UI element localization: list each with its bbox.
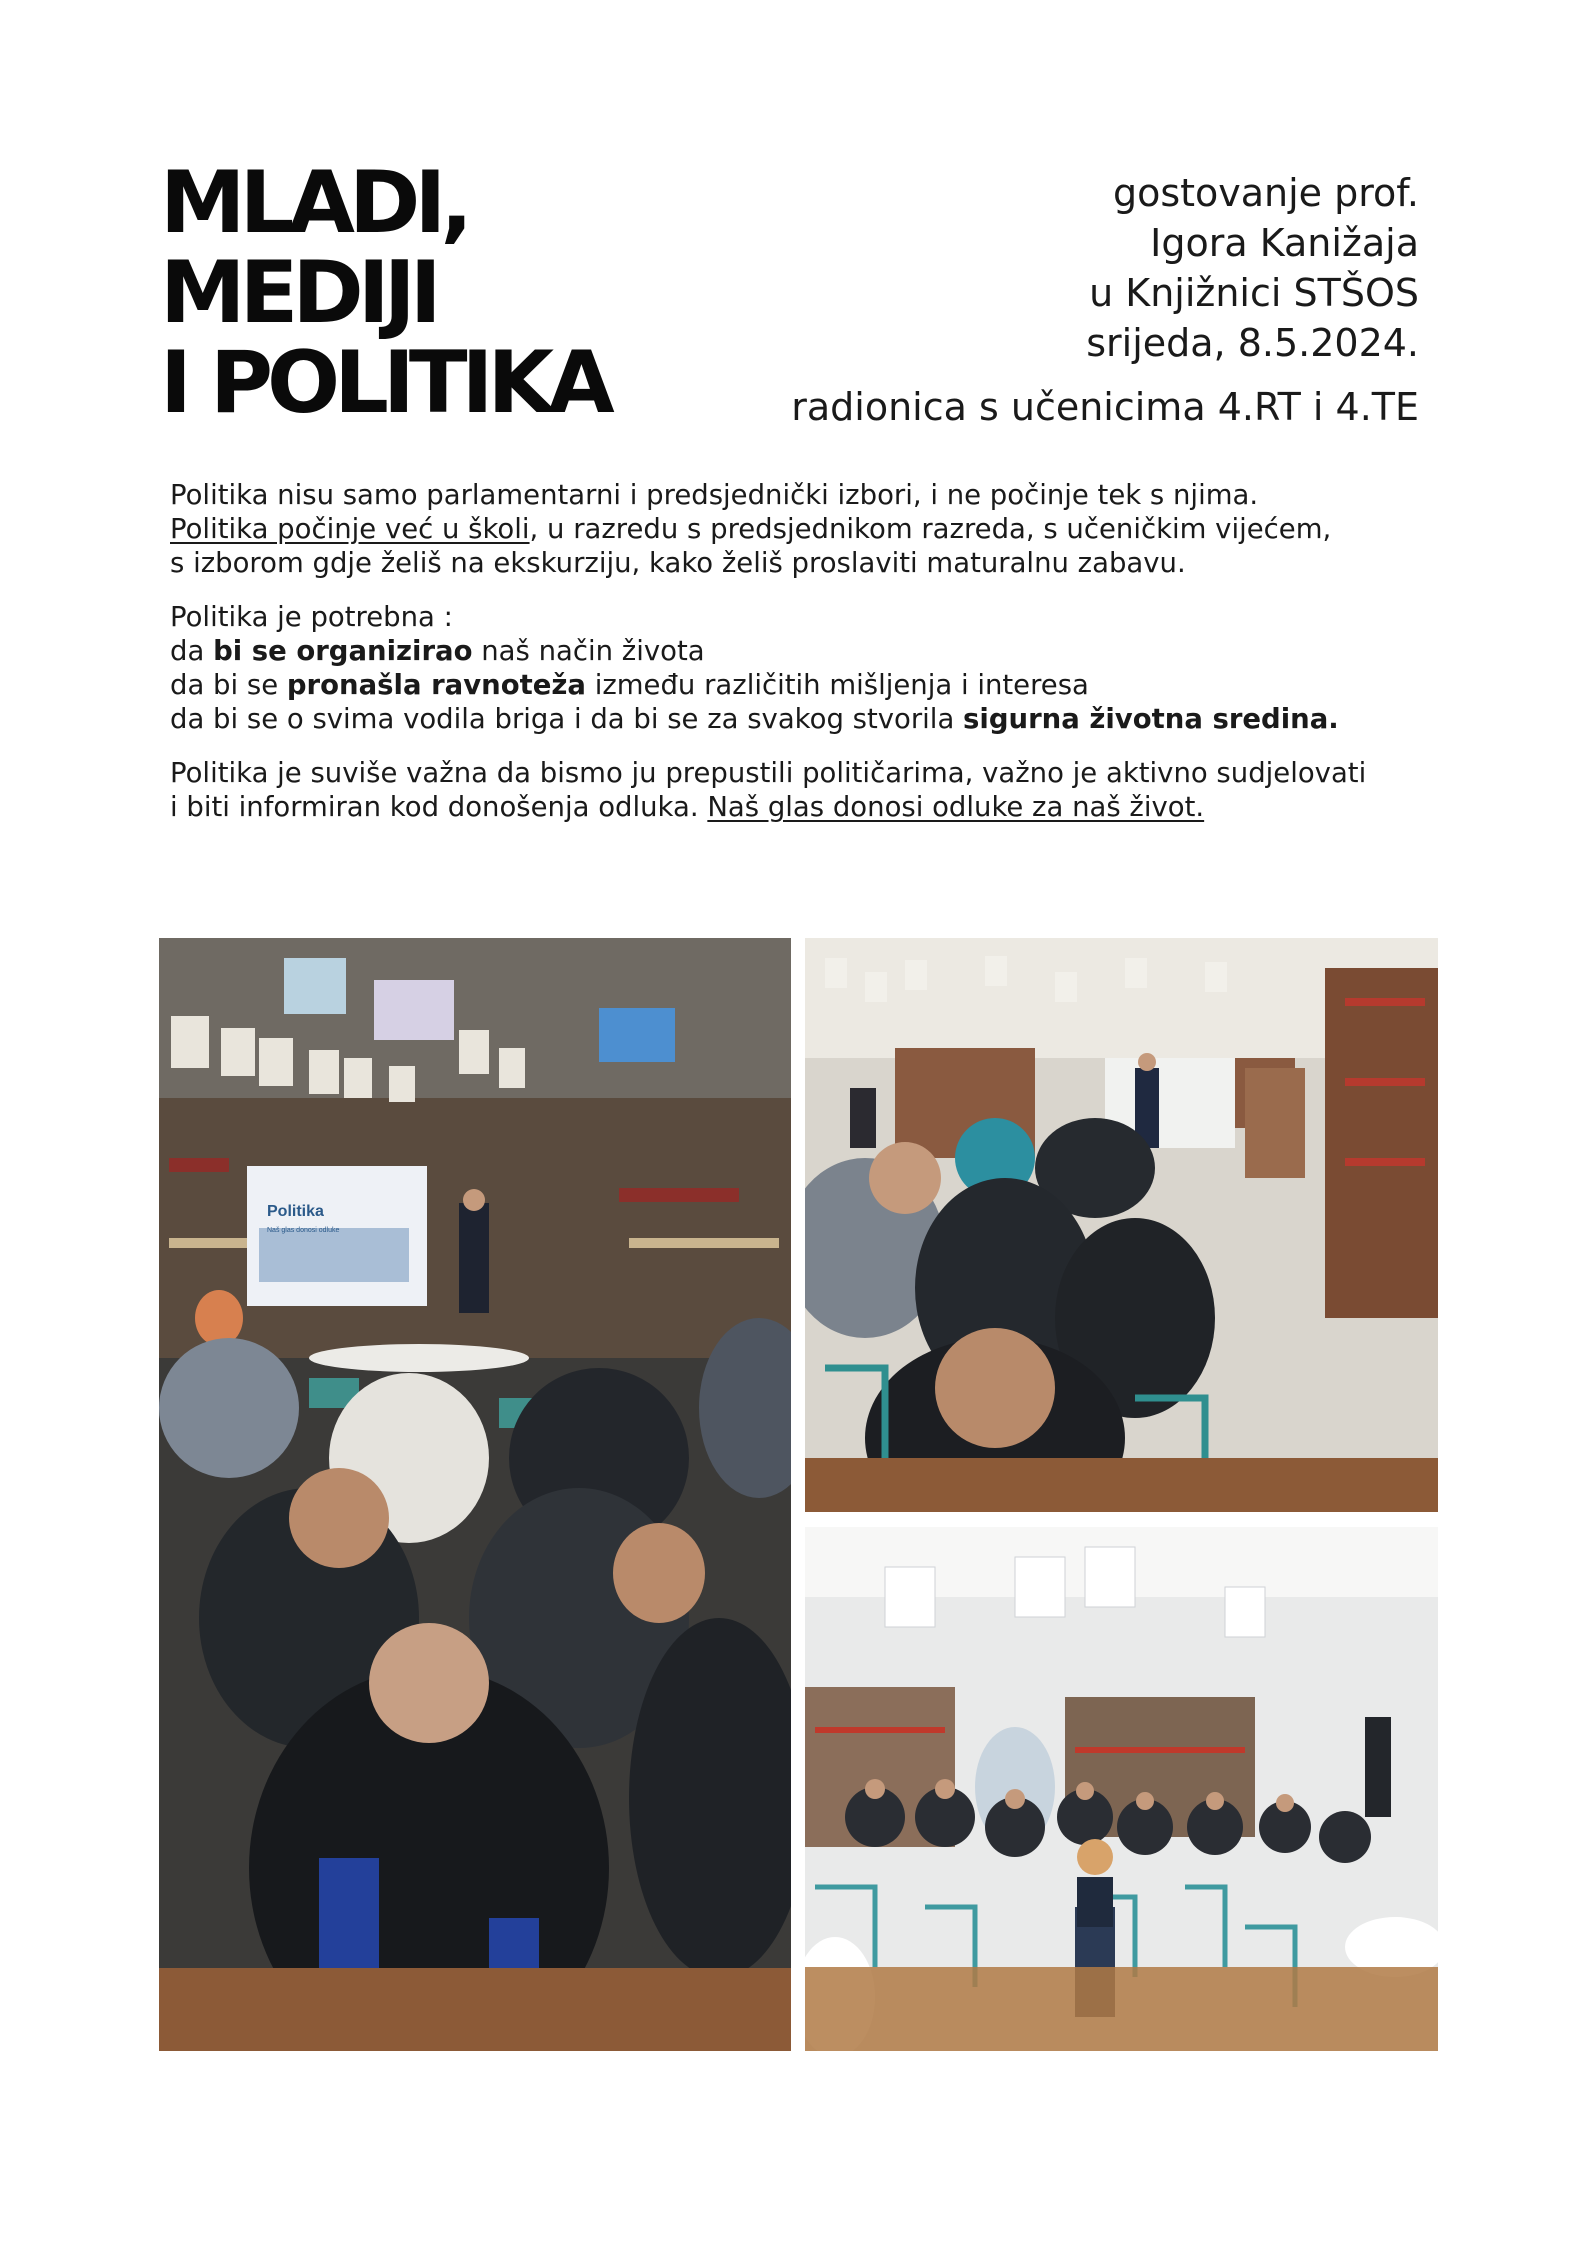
text-line: s izborom gdje želiš na ekskurziju, kako želiš proslaviti maturalnu zabavu. <box>170 547 1186 579</box>
paragraph-1 <box>170 478 1470 580</box>
slide-subtitle: Naš glas donosi odluke <box>267 1227 340 1234</box>
body-text <box>170 478 1470 844</box>
text-run: i biti informiran kod donošenja odluka. <box>170 791 708 823</box>
photo-illustration <box>805 938 1438 1512</box>
text-line <box>170 668 1470 702</box>
paragraph-2 <box>170 600 1470 736</box>
event-venue: u Knjižnici STŠOS <box>1089 271 1419 315</box>
text-run: , u razredu s predsjednikom razreda, s učeničkim vijećem, <box>529 513 1332 545</box>
text-line: Politika je suviše važna da bismo ju prepustili političarima, važno je aktivno sudjelovati <box>170 757 1367 789</box>
event-participants: radionica s učenicima 4.RT i 4.TE <box>791 385 1419 429</box>
slide-title: Politika <box>267 1203 324 1220</box>
poster-title <box>160 153 609 433</box>
bold-phrase: bi se organizirao <box>213 635 473 667</box>
text-run: da <box>170 635 214 667</box>
photo-audience-speaker <box>805 938 1438 1512</box>
title-line: I POLITIKA <box>160 333 609 433</box>
photo-library-wide <box>805 1527 1438 2051</box>
event-guest-name: Igora Kanižaja <box>1150 221 1419 265</box>
text-line <box>170 790 1470 824</box>
text-run: naš način života <box>472 635 705 667</box>
event-info <box>719 168 1419 432</box>
text-run: da bi se <box>170 669 287 701</box>
text-line <box>170 702 1470 736</box>
text-run: da bi se o svima vodila briga i da bi se za svakog stvorila <box>170 703 964 735</box>
paragraph-3 <box>170 756 1470 824</box>
underlined-phrase: Politika počinje već u školi <box>170 513 530 545</box>
text-line: Politika je potrebna : <box>170 601 453 633</box>
photo-illustration <box>805 1527 1438 2051</box>
text-run: između različitih mišljenja i interesa <box>585 669 1089 701</box>
bold-phrase: sigurna životna sredina. <box>963 703 1339 735</box>
event-guest-line: gostovanje prof. <box>1112 171 1419 215</box>
event-date: srijeda, 8.5.2024. <box>1086 321 1419 365</box>
photo-lecture-projector <box>159 938 791 2051</box>
underlined-phrase: Naš glas donosi odluke za naš život. <box>707 791 1205 823</box>
text-line: Politika nisu samo parlamentarni i predsjednički izbori, i ne počinje tek s njima. <box>170 479 1259 511</box>
bold-phrase: pronašla ravnoteža <box>286 669 586 701</box>
text-line <box>170 634 1470 668</box>
photo-illustration <box>159 938 791 2051</box>
title-line: MEDIJI <box>160 243 436 343</box>
title-line: MLADI, <box>160 153 467 253</box>
text-line <box>170 512 1470 546</box>
